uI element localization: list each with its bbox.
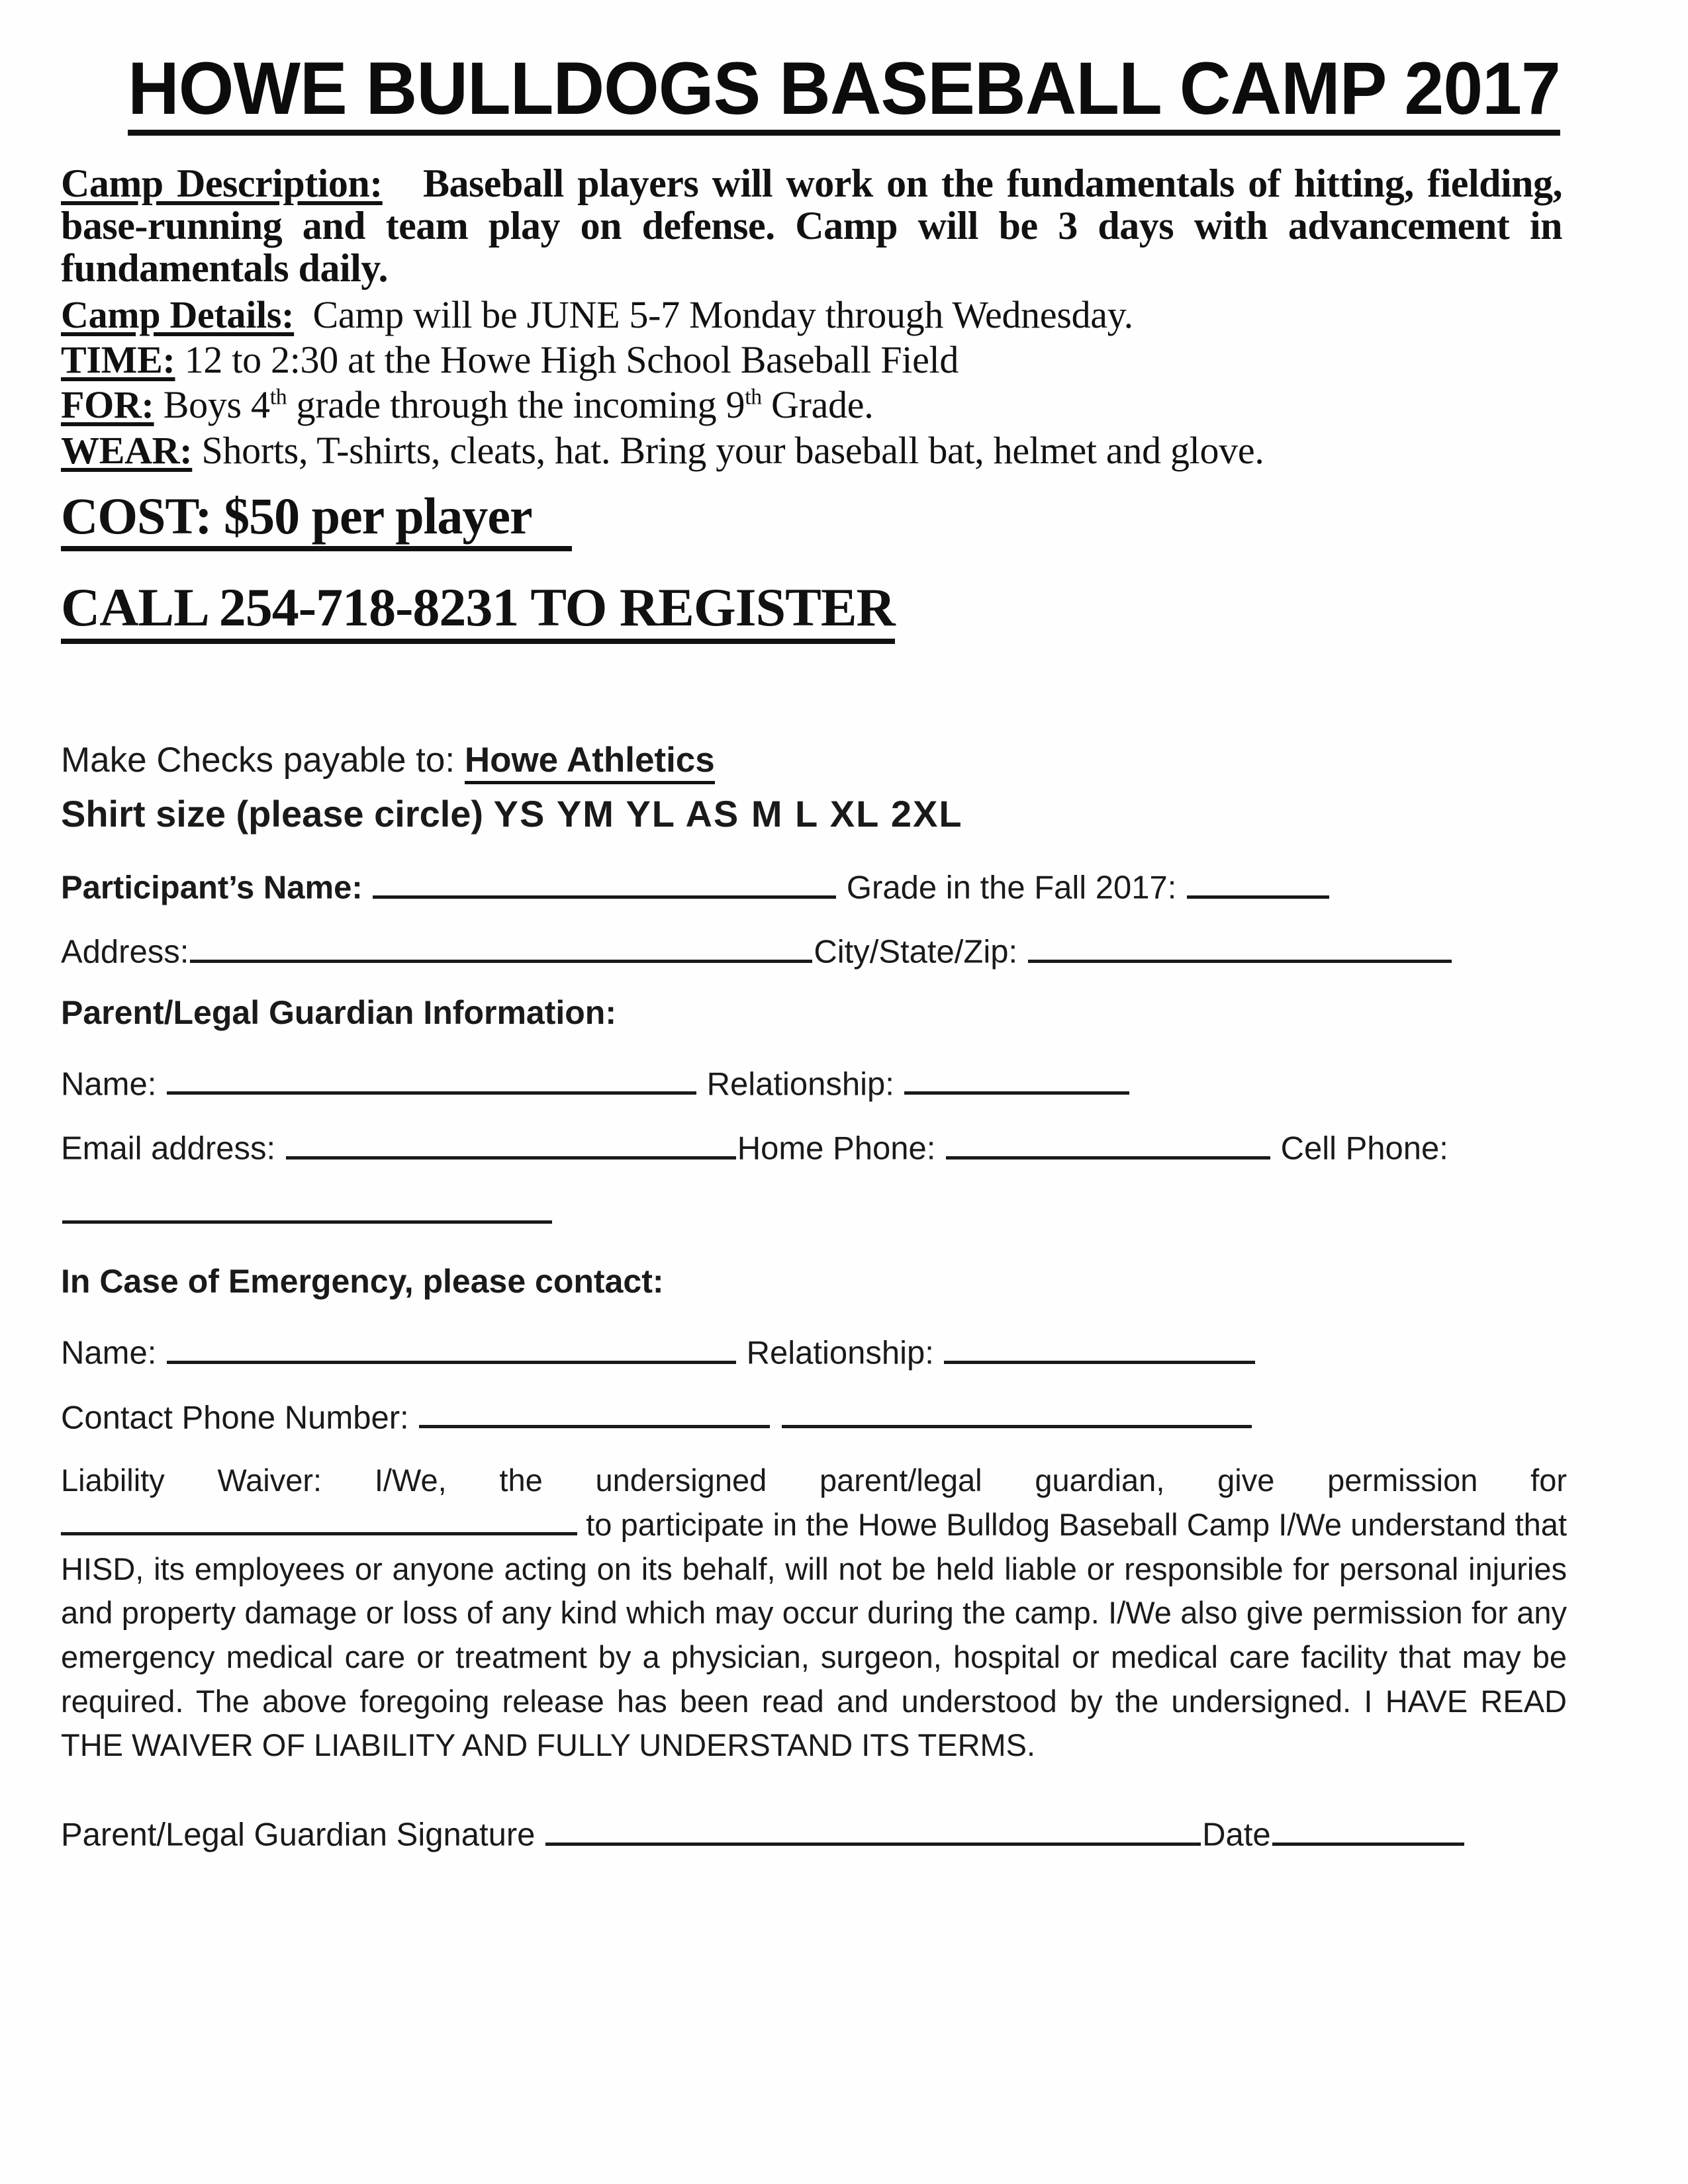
camp-call-text: CALL 254-718-8231 TO REGISTER: [61, 578, 895, 644]
camp-description-paragraph: [61, 162, 1562, 290]
cell-phone-label: Cell Phone:: [1280, 1130, 1448, 1167]
signature-row: [61, 1811, 1567, 1853]
shirt-size-row: [61, 792, 1567, 835]
camp-wear-label: WEAR:: [61, 428, 193, 472]
make-checks-prefix: Make Checks payable to:: [61, 741, 465, 780]
cell-phone-input[interactable]: [62, 1190, 552, 1224]
payee-name: Howe Athletics: [465, 741, 715, 784]
emergency-phone-row: [61, 1394, 1567, 1436]
make-checks-row: [61, 740, 1567, 780]
emergency-section-heading: In Case of Emergency, please contact:: [61, 1263, 664, 1300]
camp-description-text: Baseball players will work on the fundamentals of hitting, fielding, base-running and team play on defense. Camp will be 3 days with advancement in fundamentals daily.: [61, 161, 1563, 291]
waiver-participant-input[interactable]: [61, 1504, 577, 1535]
liability-waiver-paragraph: [61, 1459, 1567, 1768]
camp-time-text: 12 to 2:30 at the Howe High School Baseball Field: [184, 338, 959, 381]
registration-form: [61, 740, 1567, 1854]
city-state-zip-input[interactable]: [1028, 929, 1452, 963]
home-phone-label: Home Phone:: [737, 1130, 936, 1167]
contact-phone-input-b[interactable]: [782, 1394, 1252, 1429]
grade-label: Grade in the Fall 2017:: [846, 870, 1177, 906]
camp-details-line: [61, 293, 1562, 338]
guardian-relationship-label: Relationship:: [706, 1066, 894, 1103]
guardian-contact-row: [61, 1125, 1567, 1167]
camp-details-text: Camp will be JUNE 5-7 Monday through Wednesday.: [312, 293, 1133, 336]
shirt-size-label: Shirt size (please circle): [61, 793, 484, 835]
waiver-text-part-1: Liability Waiver: I/We, the undersigned parent/legal guardian, give permission for: [61, 1463, 1567, 1498]
home-phone-input[interactable]: [946, 1125, 1270, 1160]
camp-for-text-3: Grade.: [761, 383, 874, 427]
participant-name-row: [61, 864, 1567, 906]
guardian-name-input[interactable]: [167, 1061, 696, 1095]
camp-for-label: FOR:: [61, 383, 154, 427]
camp-for-text-2: grade through the incoming 9: [287, 383, 745, 427]
cell-phone-wrap-row: [61, 1190, 1567, 1232]
camp-wear-line: [61, 428, 1562, 473]
guardian-name-row: [61, 1061, 1567, 1103]
guardian-name-label: Name:: [61, 1066, 157, 1103]
date-input[interactable]: [1272, 1811, 1464, 1846]
signature-input[interactable]: [545, 1811, 1201, 1846]
emergency-name-row: [61, 1330, 1567, 1371]
camp-call-line: [61, 578, 1562, 644]
waiver-text-part-2: to participate in the Howe Bulldog Baseball Camp I/We understand that HISD, its employees or anyone acting on its behalf, will not be held liable or responsible for personal injuries and property damage or loss of any kind which may occur during the camp. I/We also give permission for any emergency medical care or treatment by a physician, surgeon, hospital or medical care facility that may be required. The above foregoing release has been read and understood by the undersigned. I HAVE READ THE WAIVER OF LIABILITY AND FULLY UNDERSTAND ITS TERMS.: [61, 1506, 1567, 1763]
address-input[interactable]: [190, 929, 812, 963]
grade-input[interactable]: [1187, 864, 1329, 899]
email-label: Email address:: [61, 1130, 276, 1167]
emergency-relationship-label: Relationship:: [746, 1335, 934, 1371]
city-state-zip-label: City/State/Zip:: [814, 934, 1018, 970]
guardian-section-heading: Parent/Legal Guardian Information:: [61, 993, 616, 1031]
contact-phone-input-a[interactable]: [419, 1394, 770, 1429]
camp-cost-line: [61, 488, 1562, 551]
email-input[interactable]: [286, 1125, 736, 1160]
address-label: Address:: [61, 934, 189, 970]
emergency-name-label: Name:: [61, 1335, 157, 1371]
address-row: [61, 929, 1567, 970]
shirt-size-options[interactable]: YS YM YL AS M L XL 2XL: [493, 793, 963, 835]
camp-info-block: [61, 162, 1562, 644]
camp-for-text-1: Boys 4: [163, 383, 270, 427]
participant-name-label: Participant’s Name:: [61, 870, 363, 906]
camp-time-line: [61, 338, 1562, 383]
camp-for-line: [61, 383, 1562, 428]
date-label: Date: [1202, 1817, 1271, 1853]
contact-phone-label: Contact Phone Number:: [61, 1400, 409, 1436]
page-title: HOWE BULLDOGS BASEBALL CAMP 2017: [128, 52, 1560, 136]
participant-name-input[interactable]: [373, 864, 836, 899]
camp-for-superscript-1: th: [269, 385, 287, 410]
camp-details-label: Camp Details:: [61, 293, 295, 336]
emergency-relationship-input[interactable]: [944, 1330, 1255, 1364]
camp-cost-text: COST: $50 per player: [61, 488, 572, 551]
emergency-name-input[interactable]: [167, 1330, 736, 1364]
camp-description-label: Camp Description:: [61, 161, 383, 205]
signature-label: Parent/Legal Guardian Signature: [61, 1817, 536, 1853]
guardian-relationship-input[interactable]: [904, 1061, 1129, 1095]
page-title-container: [0, 47, 1688, 136]
camp-time-label: TIME:: [61, 338, 175, 381]
camp-for-superscript-2: th: [745, 385, 762, 410]
camp-wear-text: Shorts, T-shirts, cleats, hat. Bring your baseball bat, helmet and glove.: [201, 428, 1264, 472]
